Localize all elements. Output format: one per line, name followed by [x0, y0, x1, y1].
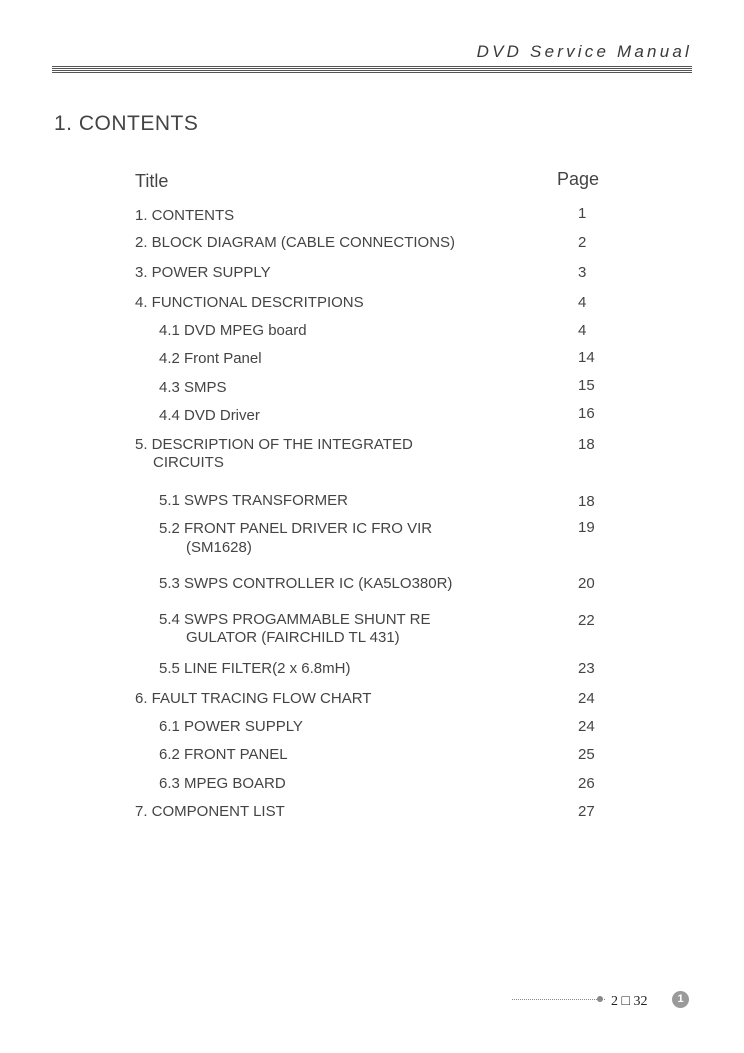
toc-row[interactable]: [0, 611, 744, 646]
page-column-header: Page: [557, 169, 600, 189]
section-heading: 1. CONTENTS: [54, 112, 199, 135]
toc-row[interactable]: [0, 436, 744, 471]
toc-page: 27: [578, 803, 595, 820]
toc-row[interactable]: [0, 690, 744, 710]
toc-label: 1. CONTENTS: [135, 207, 235, 224]
toc-label: 3. POWER SUPPLY: [135, 264, 271, 281]
toc-row[interactable]: [0, 207, 744, 227]
toc-label: 4.4 DVD Driver: [159, 407, 260, 424]
toc-row[interactable]: [0, 379, 744, 399]
toc-row[interactable]: [0, 775, 744, 795]
toc-row[interactable]: [0, 407, 744, 427]
toc-label: 2. BLOCK DIAGRAM (CABLE CONNECTIONS): [135, 234, 456, 251]
footer-page-number: 2 □ 32: [611, 994, 648, 1009]
toc-page: 22: [578, 612, 595, 629]
toc-label: 5.4 SWPS PROGAMMABLE SHUNT RE: [159, 611, 431, 628]
toc-label: 4.3 SMPS: [159, 379, 227, 396]
toc-row[interactable]: [0, 660, 744, 680]
toc-page: 4: [578, 322, 587, 339]
toc-page: 25: [578, 746, 595, 763]
toc-row[interactable]: [0, 492, 744, 512]
toc-page: 19: [578, 519, 595, 536]
toc-row[interactable]: [0, 575, 744, 595]
toc-page: 23: [578, 660, 595, 677]
manual-title: DVD Service Manual: [476, 42, 692, 61]
toc-label: 4. FUNCTIONAL DESCRITPIONS: [135, 294, 364, 311]
toc-page: 14: [578, 349, 595, 366]
toc-label-continuation: GULATOR (FAIRCHILD TL 431): [186, 629, 400, 646]
toc-page: 15: [578, 377, 595, 394]
toc-label: 5.2 FRONT PANEL DRIVER IC FRO VIR: [159, 520, 433, 537]
toc-page: 18: [578, 493, 595, 510]
toc-page: 2: [578, 234, 587, 251]
toc-label: 4.2 Front Panel: [159, 350, 262, 367]
toc-row[interactable]: [0, 519, 744, 556]
toc-page: 24: [578, 690, 595, 707]
title-column-header: Title: [135, 171, 169, 191]
toc-label: 6.2 FRONT PANEL: [159, 746, 288, 763]
footer-bullet-icon: [597, 996, 603, 1002]
toc-row[interactable]: [0, 294, 744, 314]
toc-label: 5.5 LINE FILTER(2 x 6.8mH): [159, 660, 351, 677]
toc-row[interactable]: [0, 264, 744, 284]
toc-label: 5.3 SWPS CONTROLLER IC (KA5LO380R): [159, 575, 453, 592]
toc-row[interactable]: [0, 322, 744, 342]
toc-label: 6.3 MPEG BOARD: [159, 775, 286, 792]
toc-page: 16: [578, 405, 595, 422]
toc-page: 20: [578, 575, 595, 592]
toc-page: 4: [578, 294, 587, 311]
toc-label: 6. FAULT TRACING FLOW CHART: [135, 690, 372, 707]
footer-circle-icon: 1: [672, 991, 689, 1008]
toc-row[interactable]: [0, 234, 744, 254]
toc-label: 7. COMPONENT LIST: [135, 803, 285, 820]
toc-page: 1: [578, 205, 587, 222]
toc-row[interactable]: [0, 746, 744, 766]
toc-page: 26: [578, 775, 595, 792]
toc-label: 5. DESCRIPTION OF THE INTEGRATED: [135, 436, 413, 453]
toc-label: 4.1 DVD MPEG board: [159, 322, 307, 339]
toc-label-continuation: (SM1628): [186, 539, 252, 556]
toc-page: 24: [578, 718, 595, 735]
toc-label-continuation: CIRCUITS: [153, 454, 224, 471]
footer-dotted-line: [512, 999, 605, 1000]
header-rule: [52, 66, 692, 73]
toc-row[interactable]: [0, 803, 744, 823]
toc-label: 5.1 SWPS TRANSFORMER: [159, 492, 348, 509]
toc-row[interactable]: [0, 718, 744, 738]
toc-label: 6.1 POWER SUPPLY: [159, 718, 303, 735]
toc-page: 18: [578, 436, 595, 453]
toc-page: 3: [578, 264, 587, 281]
toc-row[interactable]: [0, 350, 744, 370]
